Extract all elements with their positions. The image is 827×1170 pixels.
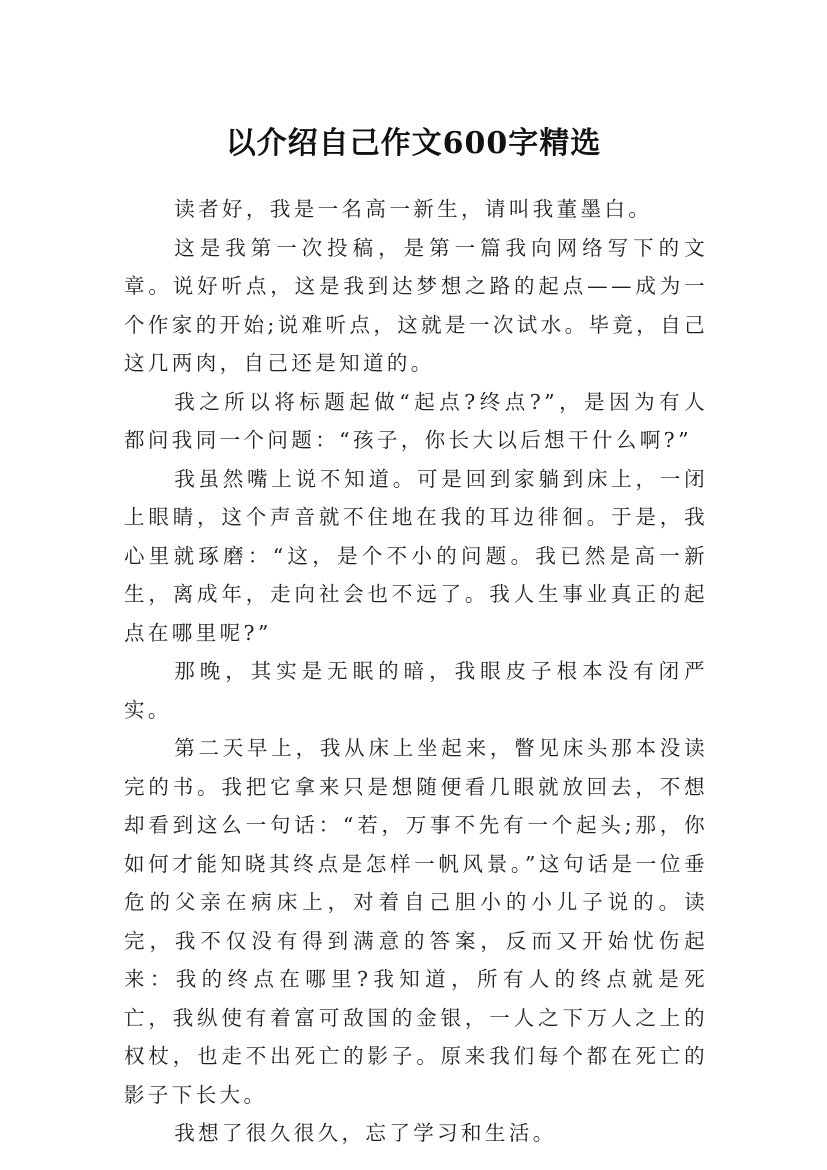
paragraph: 这是我第一次投稿，是第一篇我向网络写下的文章。说好听点，这是我到达梦想之路的起点——成为一个作家的开始;说难听点，这就是一次试水。毕竟，自己这几两肉，自己还是知道的。 bbox=[124, 235, 708, 375]
document-body bbox=[124, 190, 708, 1153]
paragraph: 我之所以将标题起做“起点?终点?”，是因为有人都问我同一个问题：“孩子，你长大以后想干什么啊?” bbox=[124, 389, 708, 452]
paragraph: 第二天早上，我从床上坐起来，瞥见床头那本没读完的书。我把它拿来只是想随便看几眼就放回去，不想却看到这么一句话：“若，万事不先有一个起头;那，你如何才能知晓其终点是怎样一帆风景。”这句话是一位垂危的父亲在病床上，对着自己胆小的小儿子说的。读完，我不仅没有得到满意的答案，反而又开始忧伤起来：我的终点在哪里?我知道，所有人的终点就是死亡，我纵使有着富可敌国的金银，一人之下万人之上的权杖，也走不出死亡的影子。原来我们每个都在死亡的影子下长大。 bbox=[124, 736, 708, 1107]
paragraph: 那晚，其实是无眠的暗，我眼皮子根本没有闭严实。 bbox=[124, 659, 708, 722]
paragraph: 我虽然嘴上说不知道。可是回到家躺到床上，一闭上眼睛，这个声音就不住地在我的耳边徘徊。于是，我心里就琢磨：“这，是个不小的问题。我已然是高一新生，离成年，走向社会也不远了。我人生事业真正的起点在哪里呢?” bbox=[124, 466, 708, 645]
paragraph: 读者好，我是一名高一新生，请叫我董墨白。 bbox=[174, 197, 653, 221]
paragraph: 我想了很久很久，忘了学习和生活。 bbox=[174, 1121, 557, 1145]
document-title: 以介绍自己作文600字精选 bbox=[225, 126, 602, 162]
